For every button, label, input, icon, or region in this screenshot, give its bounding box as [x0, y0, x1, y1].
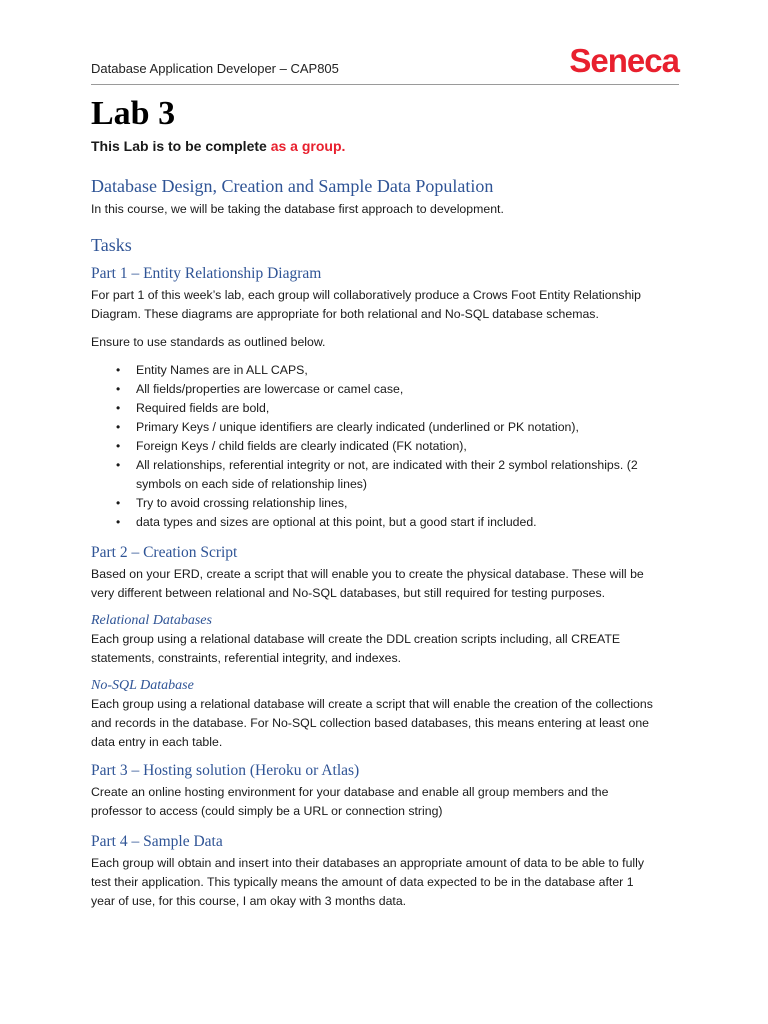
lab-subtitle	[91, 136, 681, 156]
relational-text-line: Each group using a relational database will create the DDL creation scripts including, all CREATE	[91, 632, 621, 646]
tasks-heading: Tasks	[91, 235, 132, 255]
nosql-text-line: and records in the database. For No-SQL collection based databases, this means entering at least one	[91, 716, 650, 730]
part1-heading: Part 1 – Entity Relationship Diagram	[91, 265, 322, 282]
list-item	[91, 456, 681, 494]
part3-text-line: professor to access (could simply be a URL or connection string)	[91, 804, 443, 818]
list-item: • Try to avoid crossing relationship lines,	[91, 494, 681, 513]
list-item: • Required fields are bold,	[91, 399, 681, 418]
list-item-continuation: symbols on each side of relationship lines)	[136, 477, 368, 491]
section-heading: Database Design, Creation and Sample Data Population	[91, 176, 494, 196]
part4-text-line: year of use, for this course, I am okay with 3 months data.	[91, 894, 407, 908]
section-intro: In this course, we will be taking the database first approach to development.	[91, 202, 504, 216]
relational-heading: Relational Databases	[91, 613, 212, 628]
part4-text-line: Each group will obtain and insert into their databases an appropriate amount of data to be able to fully	[91, 856, 645, 870]
list-item: • Entity Names are in ALL CAPS,	[91, 361, 681, 380]
part2-text-line: Based on your ERD, create a script that will enable you to create the physical database. These will be	[91, 567, 644, 581]
part2-text-line: very different between relational and No-SQL databases, but still required for testing purposes.	[91, 586, 606, 600]
nosql-text-line: Each group using a relational database will create a script that will enable the creation of the collections	[91, 697, 653, 711]
seneca-logo: Seneca	[569, 42, 679, 79]
standards-list	[91, 361, 681, 532]
nosql-heading: No-SQL Database	[91, 678, 194, 693]
course-title: Database Application Developer – CAP805	[91, 61, 339, 76]
document-body	[91, 92, 681, 911]
part1-standards-intro: Ensure to use standards as outlined below.	[91, 335, 326, 349]
list-item: • Primary Keys / unique identifiers are clearly indicated (underlined or PK notation),	[91, 418, 681, 437]
part3-heading: Part 3 – Hosting solution (Heroku or Atlas)	[91, 762, 360, 779]
nosql-text-line: data entry in each table.	[91, 735, 223, 749]
part1-text-line: For part 1 of this week’s lab, each group will collaboratively produce a Crows Foot Entity Relationship	[91, 288, 641, 302]
subtitle-highlight: as a group.	[270, 138, 346, 154]
part2-heading: Part 2 – Creation Script	[91, 544, 238, 561]
list-item: • Foreign Keys / child fields are clearly indicated (FK notation),	[91, 437, 681, 456]
part4-text-line: test their application. This typically means the amount of data expected to be in the database after 1	[91, 875, 634, 889]
lab-title: Lab 3	[91, 95, 176, 132]
relational-text-line: statements, constraints, referential integrity, and indexes.	[91, 651, 402, 665]
list-item: • All fields/properties are lowercase or camel case,	[91, 380, 681, 399]
part1-text-line: Diagram. These diagrams are appropriate for both relational and No-SQL database schemas.	[91, 307, 599, 321]
list-item-text: All relationships, referential integrity or not, are indicated with their 2 symbol relationships. (2	[136, 458, 638, 472]
part4-heading: Part 4 – Sample Data	[91, 833, 223, 850]
page-header	[91, 42, 679, 85]
part3-text-line: Create an online hosting environment for your database and enable all group members and the	[91, 785, 609, 799]
list-item: • data types and sizes are optional at this point, but a good start if included.	[91, 513, 681, 532]
subtitle-text: This Lab is to be complete	[91, 138, 271, 154]
